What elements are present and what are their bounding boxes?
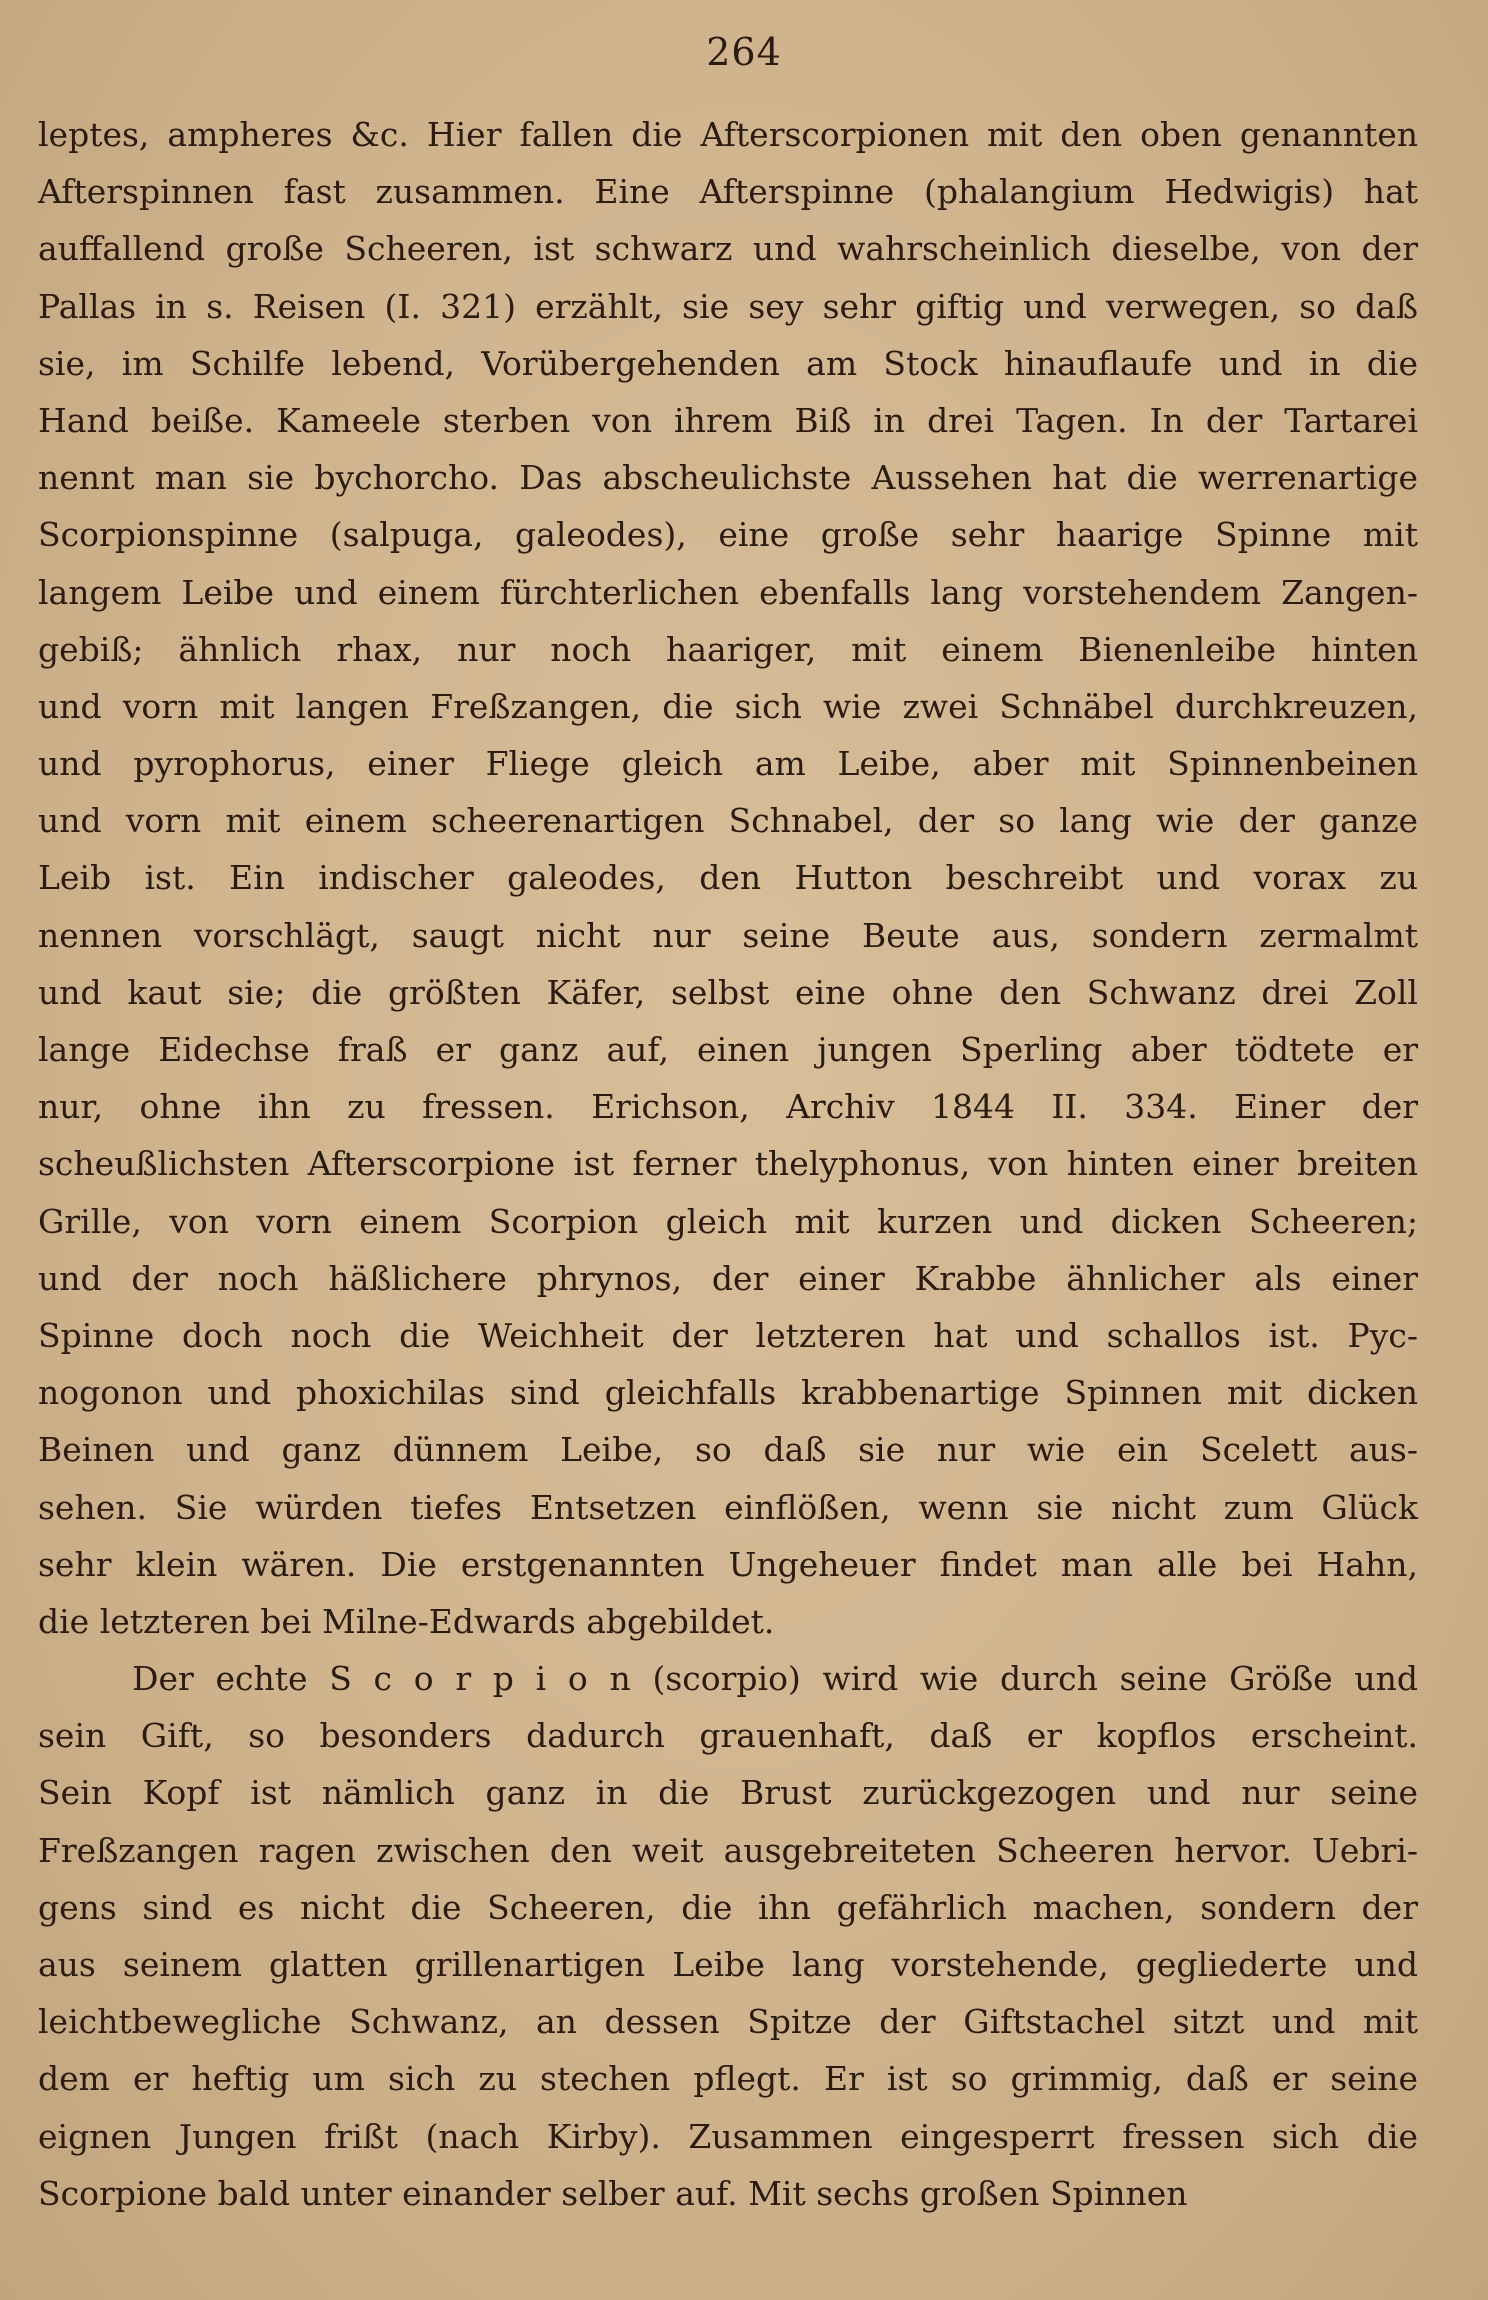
text-line: langem Leibe und einem fürchterlichen ebenfalls lang vorstehendem Zangen- <box>38 572 1418 612</box>
text-line: und pyrophorus, einer Fliege gleich am Leibe, aber mit Spinnenbeinen <box>38 744 1418 784</box>
text-line: Afterspinnen fast zusammen. Eine Afterspinne (phalangium Hedwigis) hat <box>38 172 1418 212</box>
text-line: Leib ist. Ein indischer galeodes, den Hutton beschreibt und vorax zu <box>38 858 1418 898</box>
text-line: Pallas in s. Reisen (I. 321) erzählt, sie sey sehr giftig und verwegen, so daß <box>38 286 1418 326</box>
text-line: auffallend große Scheeren, ist schwarz und wahrscheinlich dieselbe, von der <box>38 229 1418 269</box>
paragraph <box>38 1650 1418 2222</box>
text-line: sein Gift, so besonders dadurch grauenhaft, daß er kopflos erscheint. <box>38 1716 1418 1756</box>
text-line: und der noch häßlichere phrynos, der einer Krabbe ähnlicher als einer <box>38 1258 1418 1298</box>
text-line: und vorn mit langen Freßzangen, die sich wie zwei Schnäbel durchkreuzen, <box>38 686 1418 726</box>
text-line: leptes, ampheres &c. Hier fallen die Afterscorpionen mit den oben genannten <box>38 115 1418 154</box>
text-line: Scorpione bald unter einander selber auf. Mit sechs großen Spinnen <box>38 2173 1188 2213</box>
text-line: nogonon und phoxichilas sind gleichfalls krabbenartige Spinnen mit dicken <box>38 1373 1418 1413</box>
text-line: lange Eidechse fraß er ganz auf, einen jungen Sperling aber tödtete er <box>38 1030 1418 1069</box>
text-line: sehr klein wären. Die erstgenannten Ungeheuer findet man alle bei Hahn, <box>38 1544 1418 1584</box>
text-line: Spinne doch noch die Weichheit der letzteren hat und schallos ist. Pyc- <box>38 1315 1418 1355</box>
text-line: nennt man sie bychorcho. Das abscheulichste Aussehen hat die werrenartige <box>38 458 1418 498</box>
text-line: sehen. Sie würden tiefes Entsetzen einflößen, wenn sie nicht zum Glück <box>38 1487 1418 1527</box>
text-line: gens sind es nicht die Scheeren, die ihn gefährlich machen, sondern der <box>38 1887 1418 1927</box>
paragraph <box>38 106 1418 1650</box>
text-line: Hand beiße. Kameele sterben von ihrem Biß in drei Tagen. In der Tartarei <box>38 400 1418 440</box>
text-line: gebiß; ähnlich rhax, nur noch haariger, mit einem Bienenleibe hinten <box>38 629 1418 669</box>
text-line: Grille, von vorn einem Scorpion gleich mit kurzen und dicken Scheeren; <box>38 1201 1418 1241</box>
text-line: scheußlichsten Afterscorpione ist ferner thelyphonus, von hinten einer breiten <box>38 1144 1418 1184</box>
text-line: Der echte S c o r p i o n (scorpio) wird wie durch seine Größe und <box>132 1659 1418 1699</box>
text-line: Scorpionspinne (salpuga, galeodes), eine große sehr haarige Spinne mit <box>38 515 1418 555</box>
text-line: und kaut sie; die größten Käfer, selbst eine ohne den Schwanz drei Zoll <box>38 972 1418 1012</box>
text-line: die letzteren bei Milne-Edwards abgebildet. <box>38 1601 775 1641</box>
body-text <box>38 106 1418 2222</box>
text-line: und vorn mit einem scheerenartigen Schnabel, der so lang wie der ganze <box>38 801 1418 841</box>
text-line: Sein Kopf ist nämlich ganz in die Brust zurückgezogen und nur seine <box>38 1773 1418 1813</box>
text-line: Freßzangen ragen zwischen den weit ausgebreiteten Scheeren hervor. Uebri- <box>38 1830 1418 1870</box>
text-line: Beinen und ganz dünnem Leibe, so daß sie nur wie ein Scelett aus- <box>38 1430 1418 1470</box>
text-line: sie, im Schilfe lebend, Vorübergehenden am Stock hinauflaufe und in die <box>38 343 1418 383</box>
page-number: 264 <box>706 30 782 74</box>
text-line: nur, ohne ihn zu fressen. Erichson, Archiv 1844 II. 334. Einer der <box>38 1087 1418 1127</box>
text-line: leichtbewegliche Schwanz, an dessen Spitze der Giftstachel sitzt und mit <box>38 2002 1418 2042</box>
text-line: aus seinem glatten grillenartigen Leibe lang vorstehende, gegliederte und <box>38 1945 1418 1984</box>
text-line: dem er heftig um sich zu stechen pflegt. Er ist so grimmig, daß er seine <box>38 2059 1418 2099</box>
text-line: nennen vorschlägt, saugt nicht nur seine Beute aus, sondern zermalmt <box>38 915 1418 955</box>
text-line: eignen Jungen frißt (nach Kirby). Zusammen eingesperrt fressen sich die <box>38 2116 1418 2156</box>
